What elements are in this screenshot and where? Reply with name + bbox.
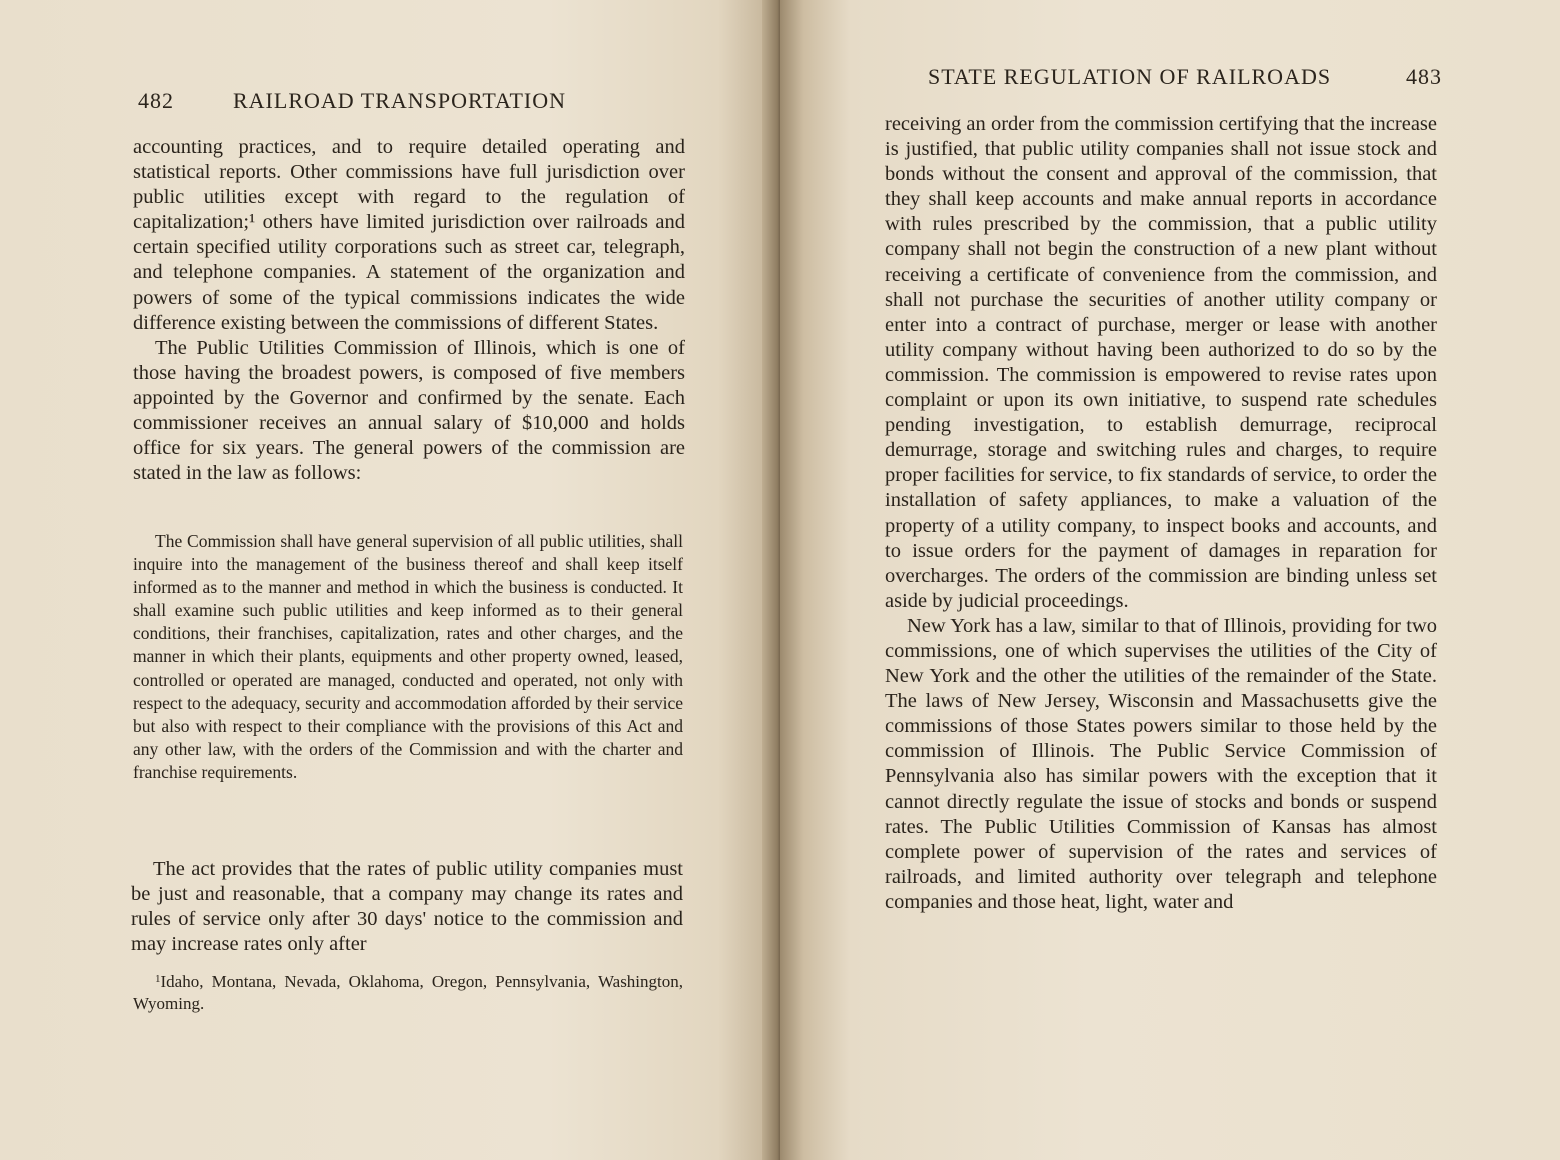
body-text [885, 112, 1437, 915]
paragraph: The Public Utilities Commission of Illinois, which is one of those having the broadest powers, is composed of five members appointed by the Governor and confirmed by the senate. Each commissioner receives an annual salary of $10,000 and holds office for six years. The general powers of the commission are stated in the law as follows: [133, 336, 685, 485]
running-title: STATE REGULATION OF RAILROADS [928, 64, 1332, 89]
footnote-mark: 1 [155, 973, 161, 985]
body-text-upper [133, 135, 685, 486]
quote-paragraph: The Commission shall have general supervision of all public utilities, shall inquire into the management of the business thereof and shall keep itself informed as to the manner and method in which the business is conducted. It shall examine such public utilities and keep informed as to their general conditions, their franchises, capitalization, rates and other charges, and the manner in which their plants, equipments and other property owned, leased, controlled or operated are managed, conducted and operated, not only with respect to the adequacy, security and accommodation afforded by their service but also with respect to their compliance with the provisions of this Act and any other law, with the orders of the Commission and with the charter and franchise requirements. [133, 531, 683, 782]
paragraph: receiving an order from the commission certifying that the increase is justified, that public utility companies shall not issue stock and bonds without the consent and approval of the commission, that they shall keep accounts and make annual reports in accordance with rules prescribed by the commission, that a public utility company shall not begin the construction of a new plant without receiving a certificate of convenience from the commission, and shall not purchase the securities of another utility company or enter into a contract of purchase, merger or lease with another utility company without having been authorized to do so by the commission. The commission is empowered to revise rates upon complaint or upon its own initiative, to suspend rate schedules pending investigation, to establish demurrage, reciprocal demurrage, storage and switching rules and charges, to require proper facilities for service, to fix standards of service, to order the installation of safety appliances, to make a valuation of the property of a utility company, to inspect books and accounts, and to issue orders for the payment of damages in reparation for overcharges. The orders of the commission are binding unless set aside by judicial proceedings. [885, 113, 1437, 612]
running-title: RAILROAD TRANSPORTATION [233, 88, 567, 113]
paragraph: New York has a law, similar to that of Illinois, providing for two commissions, one of which supervises the utilities of the City of New York and the other the utilities of the remainder of the State. The laws of New Jersey, Wisconsin and Massachusetts give the commissions of those States powers similar to those held by the commission of Illinois. The Public Service Commission of Pennsylvania also has similar powers with the exception that it cannot directly regulate the issue of stocks and bonds or suspend rates. The Public Utilities Commission of Kansas has almost complete power of supervision of the rates and services of railroads, and limited authority over telegraph and telephone companies and those heat, light, water and [885, 614, 1437, 913]
body-text-lower [131, 857, 683, 957]
page-number: 483 [1406, 64, 1442, 89]
paragraph: accounting practices, and to require detailed operating and statistical reports. Other commissions have full jurisdiction over public utilities except with regard to the regulation of capitalization;¹ others have limited jurisdiction over railroads and certain specified utility corporations such as street car, telegraph, and telephone companies. A statement of the organization and powers of some of the typical commissions indicates the wide difference existing between the commissions of different States. [133, 136, 685, 334]
page-number: 482 [138, 88, 174, 113]
right-page [780, 0, 1560, 1160]
paragraph: The act provides that the rates of public utility companies must be just and reasonable, that a company may change its rates and rules of service only after 30 days' notice to the commission and may increase rates only after [131, 858, 683, 956]
footnote [133, 968, 683, 1015]
block-quote [133, 530, 683, 784]
footnote-text: Idaho, Montana, Nevada, Oklahoma, Oregon, Pennsylvania, Washington, Wyoming. [133, 972, 683, 1013]
